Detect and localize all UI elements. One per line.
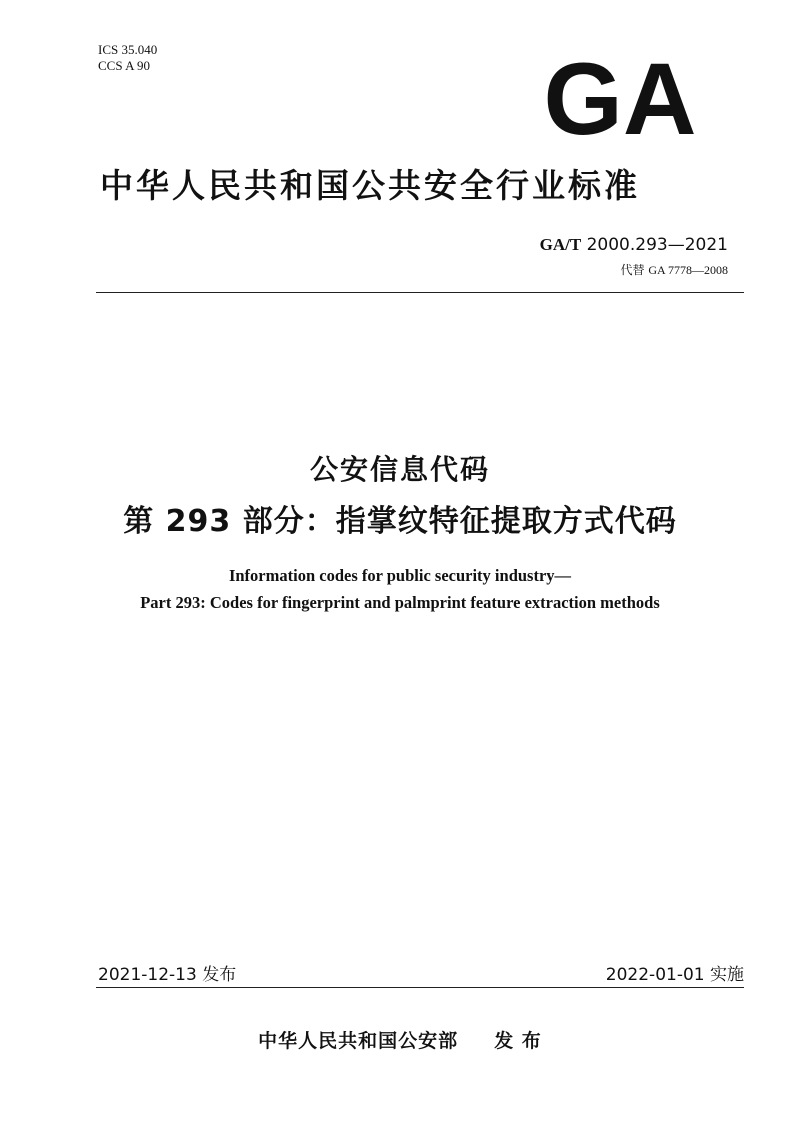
ga-logo-text: GA — [543, 50, 697, 140]
title-cn-line2: 第 293 部分：指掌纹特征提取方式代码 — [123, 504, 677, 539]
issue-date-value: 2021-12-13 — [98, 965, 197, 985]
implementation-date — [606, 960, 744, 985]
standard-number — [540, 235, 728, 255]
title-en-line2: Part 293: Codes for fingerprint and palmprint feature extraction methods — [140, 593, 660, 612]
issue-date — [98, 960, 236, 985]
title-en-line1: Information codes for public security industry— — [228, 566, 572, 585]
publisher — [0, 1026, 800, 1053]
implement-label: 实施 — [710, 965, 744, 985]
publish-action: 发 布 — [494, 1030, 542, 1052]
bottom-divider — [96, 987, 744, 988]
classification-codes — [98, 42, 157, 74]
title-cn-line1: 公安信息代码 — [309, 453, 490, 486]
issue-label: 发布 — [202, 965, 237, 985]
standard-code: 2000.293—2021 — [586, 235, 728, 255]
ccs-code: CCS A 90 — [98, 58, 151, 73]
implement-date-value: 2022-01-01 — [605, 965, 705, 985]
top-divider — [96, 292, 744, 293]
replaces-note — [620, 261, 728, 278]
publisher-name: 中华人民共和国公安部 — [258, 1030, 459, 1052]
ics-code: ICS 35.040 — [98, 42, 158, 57]
org-title: 中华人民共和国公共安全行业标准 — [100, 166, 640, 205]
replaces-prefix: 代替 — [620, 263, 645, 277]
ga-logo — [540, 50, 700, 140]
standard-prefix: GA/T — [539, 235, 582, 254]
replaces-code: GA 7778—2008 — [648, 263, 728, 277]
